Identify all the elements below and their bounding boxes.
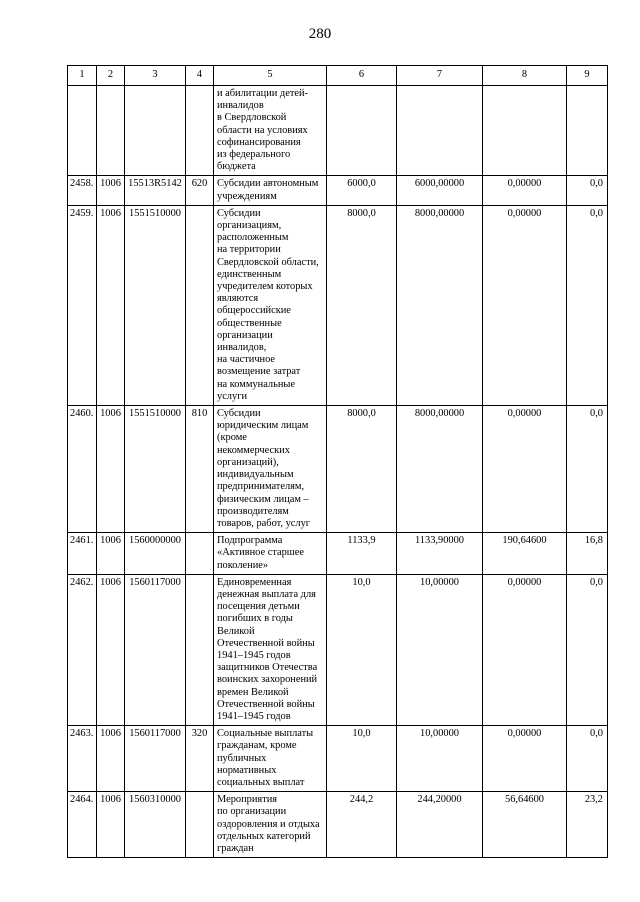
execution-percent [567,86,608,176]
row-number: 2461. [68,533,97,575]
approved-amount: 8000,00000 [397,406,483,533]
execution-percent: 0,0 [567,176,608,205]
plan-amount: 244,2 [327,792,397,858]
header-row [68,66,608,86]
approved-amount: 6000,00000 [397,176,483,205]
column-header: 5 [214,66,327,86]
section-code: 1006 [97,406,125,533]
executed-amount: 0,00000 [483,176,567,205]
expense-type-code [186,792,214,858]
executed-amount: 0,00000 [483,726,567,792]
section-code [97,86,125,176]
column-header: 6 [327,66,397,86]
item-name: Подпрограмма «Активное старшее поколение» [214,533,327,575]
executed-amount [483,86,567,176]
approved-amount: 1133,90000 [397,533,483,575]
plan-amount: 1133,9 [327,533,397,575]
expense-type-code [186,86,214,176]
table-row [68,533,608,575]
column-header: 8 [483,66,567,86]
approved-amount: 244,20000 [397,792,483,858]
row-number: 2464. [68,792,97,858]
row-number: 2459. [68,205,97,405]
item-name: Социальные выплаты гражданам, кроме публичных нормативных социальных выплат [214,726,327,792]
section-code: 1006 [97,574,125,725]
target-code: 1560000000 [125,533,186,575]
executed-amount: 190,64600 [483,533,567,575]
section-code: 1006 [97,533,125,575]
expense-type-code: 620 [186,176,214,205]
row-number [68,86,97,176]
target-code: 1551510000 [125,406,186,533]
item-name: Субсидии юридическим лицам (кроме некоммерческих организаций), индивидуальным предпринимателям, физическим лицам – производителям товаров, работ, услуг [214,406,327,533]
column-header: 4 [186,66,214,86]
budget-table [67,65,608,858]
item-name: Субсидии автономным учреждениям [214,176,327,205]
target-code: 1551510000 [125,205,186,405]
target-code: 1560117000 [125,726,186,792]
executed-amount: 0,00000 [483,406,567,533]
row-number: 2462. [68,574,97,725]
approved-amount: 10,00000 [397,574,483,725]
page-number: 280 [308,26,332,42]
table-row [68,205,608,405]
item-name: и абилитации детей- инвалидов в Свердловской области на условиях софинансирования из федерального бюджета [214,86,327,176]
column-header: 3 [125,66,186,86]
plan-amount: 10,0 [327,726,397,792]
execution-percent: 23,2 [567,792,608,858]
executed-amount: 0,00000 [483,205,567,405]
section-code: 1006 [97,205,125,405]
table-row [68,86,608,176]
execution-percent: 0,0 [567,406,608,533]
target-code: 1560117000 [125,574,186,725]
plan-amount: 8000,0 [327,406,397,533]
section-code: 1006 [97,792,125,858]
table-row [68,574,608,725]
plan-amount: 6000,0 [327,176,397,205]
plan-amount [327,86,397,176]
item-name: Мероприятия по организации оздоровления и отдыха отдельных категорий граждан [214,792,327,858]
expense-type-code [186,205,214,405]
executed-amount: 0,00000 [483,574,567,725]
column-header: 9 [567,66,608,86]
section-code: 1006 [97,726,125,792]
column-header: 2 [97,66,125,86]
approved-amount [397,86,483,176]
execution-percent: 0,0 [567,205,608,405]
execution-percent: 0,0 [567,574,608,725]
expense-type-code [186,533,214,575]
execution-percent: 16,8 [567,533,608,575]
section-code: 1006 [97,176,125,205]
row-number: 2460. [68,406,97,533]
executed-amount: 56,64600 [483,792,567,858]
table-row [68,726,608,792]
plan-amount: 10,0 [327,574,397,725]
plan-amount: 8000,0 [327,205,397,405]
column-header: 7 [397,66,483,86]
expense-type-code [186,574,214,725]
expense-type-code: 810 [186,406,214,533]
row-number: 2463. [68,726,97,792]
target-code: 1560310000 [125,792,186,858]
column-header: 1 [68,66,97,86]
row-number: 2458. [68,176,97,205]
item-name: Единовременная денежная выплата для посещения детьми погибших в годы Великой Отечественной войны 1941–1945 годов защитников Отечества воинских захоронений времен Великой Отечественной войны 1941–1945 годов [214,574,327,725]
table-row [68,176,608,205]
table-row [68,406,608,533]
target-code: 15513R5142 [125,176,186,205]
approved-amount: 10,00000 [397,726,483,792]
execution-percent: 0,0 [567,726,608,792]
table-row [68,792,608,858]
item-name: Субсидии организациям, расположенным на территории Свердловской области, единственным учредителем которых являются общероссийские общественные организации инвалидов, на частичное возмещение затрат на коммунальные услуги [214,205,327,405]
approved-amount: 8000,00000 [397,205,483,405]
target-code [125,86,186,176]
expense-type-code: 320 [186,726,214,792]
